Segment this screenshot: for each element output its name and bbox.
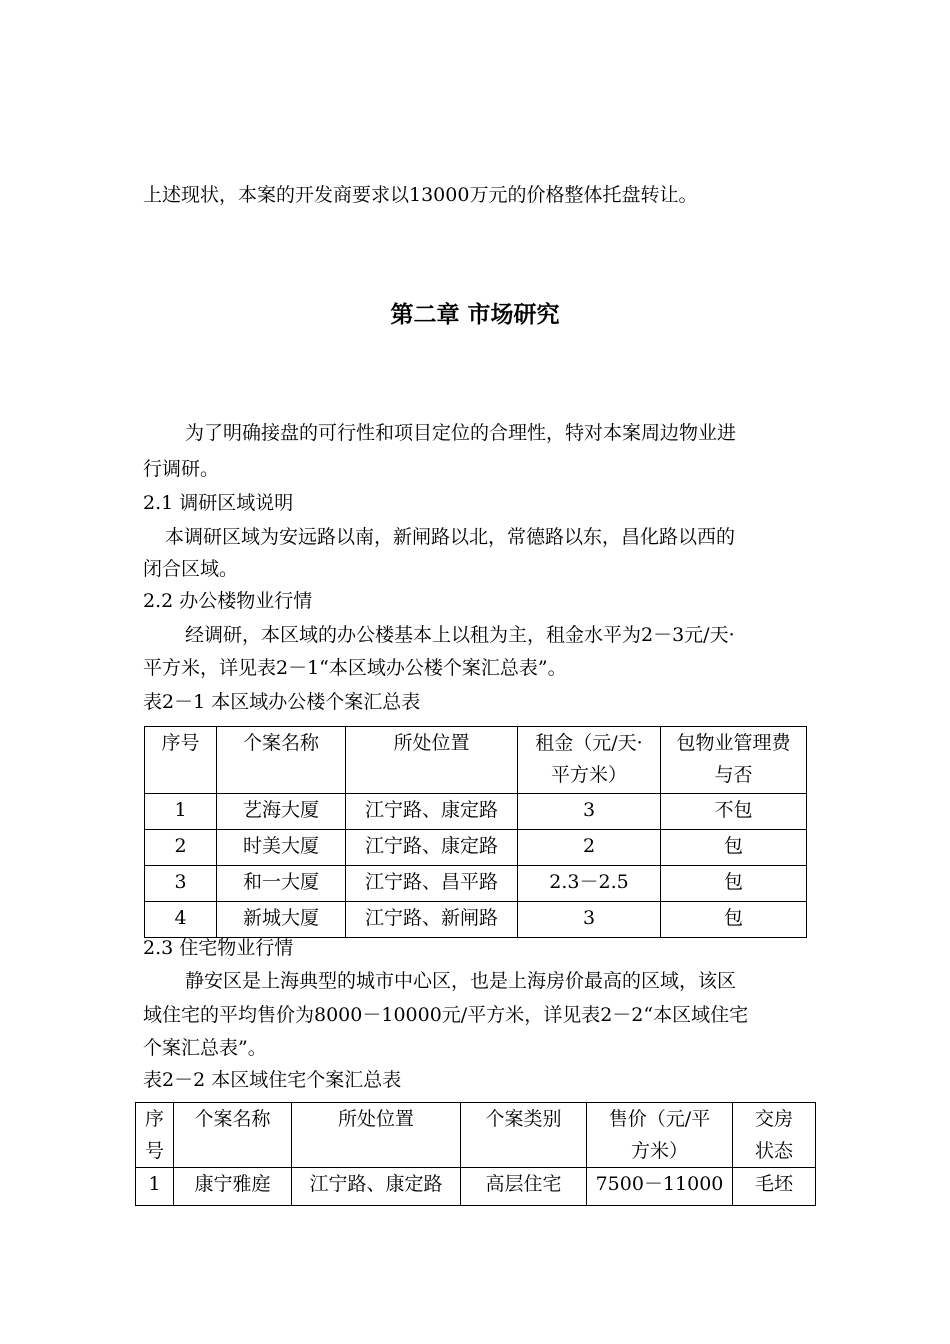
table-row [145,902,807,938]
header-cell: 所处位置 [346,727,518,794]
table-row [145,794,807,830]
header-cell [587,1103,733,1168]
section-heading-2-2: 2.2 办公楼物业行情 [143,590,313,612]
header-text: 平方米） [550,764,627,786]
table-cell: 时美大厦 [217,830,346,866]
header-text: 交房 [754,1108,793,1130]
table-cell: 高层住宅 [461,1168,587,1206]
header-text: 方米） [630,1140,688,1162]
paragraph-line: 静安区是上海典型的城市中心区，也是上海房价最高的区域，该区 [185,970,737,992]
table-cell: 包 [661,902,807,938]
table-caption: 表2－1 本区域办公楼个案汇总表 [143,691,421,713]
header-cell [136,1103,174,1168]
header-text: 包物业管理费 [676,732,791,754]
residential-table [135,1102,816,1206]
table-cell: 7500－11000 [587,1168,733,1206]
table-cell: 毛坯 [733,1168,816,1206]
header-text: 状态 [754,1140,793,1162]
table-cell: 江宁路、康定路 [346,830,518,866]
table-cell: 江宁路、新闸路 [346,902,518,938]
intro-line: 上述现状，本案的开发商要求以13000万元的价格整体托盘转让。 [143,184,698,206]
office-table [144,726,807,938]
table-cell: 2 [518,830,661,866]
table-row [145,866,807,902]
header-text: 售价（元/平 [608,1108,711,1130]
header-text: 序 [144,1108,164,1130]
table-header-row [136,1103,816,1168]
paragraph-line: 个案汇总表”。 [143,1037,267,1059]
table-cell: 江宁路、昌平路 [346,866,518,902]
table-row [136,1168,816,1206]
header-cell [733,1103,816,1168]
header-cell [518,727,661,794]
paragraph-line: 行调研。 [143,458,220,480]
header-cell [661,727,807,794]
table-cell: 艺海大厦 [217,794,346,830]
header-cell: 个案名称 [217,727,346,794]
table-cell: 1 [136,1168,174,1206]
paragraph-line: 本调研区域为安远路以南，新闸路以北，常德路以东，昌化路以西的 [165,526,736,548]
header-cell: 个案类别 [461,1103,587,1168]
table-cell: 2.3－2.5 [518,866,661,902]
table-cell: 2 [145,830,217,866]
paragraph-line: 域住宅的平均售价为8000－10000元/平方米，详见表2－2“本区域住宅 [143,1004,749,1026]
table-row [145,830,807,866]
table-cell: 新城大厦 [217,902,346,938]
table-cell: 不包 [661,794,807,830]
section-heading-2-1: 2.1 调研区域说明 [143,492,294,514]
header-cell: 个案名称 [174,1103,292,1168]
header-cell: 所处位置 [292,1103,461,1168]
table-cell: 3 [145,866,217,902]
table-cell: 康宁雅庭 [174,1168,292,1206]
table-cell: 江宁路、康定路 [346,794,518,830]
paragraph-line: 经调研，本区域的办公楼基本上以租为主，租金水平为2－3元/天· [185,624,735,646]
table-cell: 3 [518,902,661,938]
table-cell: 1 [145,794,217,830]
header-cell: 序号 [145,727,217,794]
header-text: 与否 [714,764,753,786]
paragraph-line: 为了明确接盘的可行性和项目定位的合理性，特对本案周边物业进 [185,422,737,444]
table-caption: 表2－2 本区域住宅个案汇总表 [143,1069,402,1091]
table-cell: 江宁路、康定路 [292,1168,461,1206]
section-heading-2-3: 2.3 住宅物业行情 [143,937,294,959]
table-cell: 包 [661,830,807,866]
paragraph-line: 闭合区域。 [143,558,239,580]
table-cell: 和一大厦 [217,866,346,902]
table-cell: 包 [661,866,807,902]
table-header-row [145,727,807,794]
paragraph-line: 平方米，详见表2－1“本区域办公楼个案汇总表”。 [143,657,567,679]
header-text: 号 [144,1140,164,1162]
header-text: 租金（元/天· [535,732,643,754]
table-cell: 4 [145,902,217,938]
table-cell: 3 [518,794,661,830]
chapter-title: 第二章 市场研究 [390,302,560,328]
